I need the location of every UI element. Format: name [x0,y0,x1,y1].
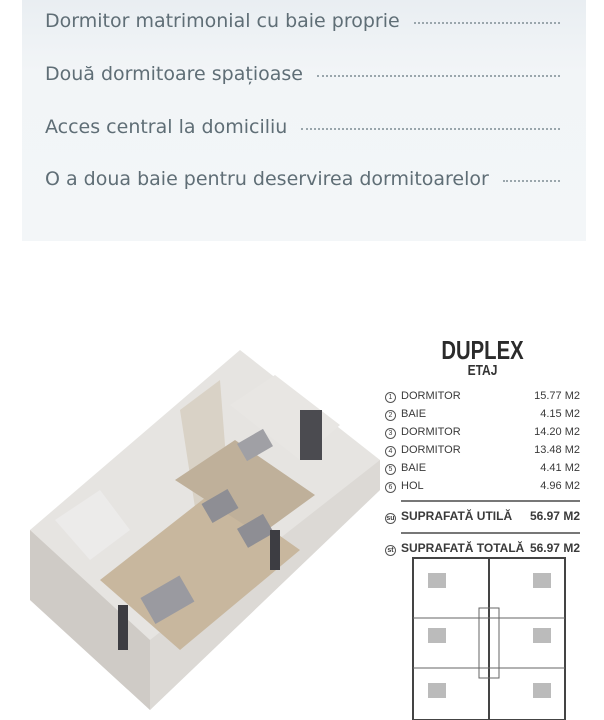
room-area: 15.77 M2 [534,390,580,402]
room-name: DORMITOR [401,443,461,456]
feature-label: Două dormitoare spațioase [45,63,303,85]
room-row [385,459,580,477]
feature-label: O a doua baie pentru deservirea dormitoarelor [45,168,489,190]
room-name: BAIE [401,407,427,420]
usable-area: 56.97 M2 [529,509,580,523]
room-name: DORMITOR [401,389,461,402]
room-row [385,387,580,405]
floor-plan-3d-image [0,330,380,720]
room-row [385,441,580,459]
dotted-leader [503,180,560,182]
room-number-icon: 1 [385,392,396,403]
spec-title: DUPLEX [441,335,524,365]
dotted-leader [414,22,560,24]
room-area: 14.20 M2 [534,426,580,438]
usable-icon: su [386,514,395,522]
divider [401,532,580,534]
room-area: 4.41 M2 [540,462,580,474]
room-name: DORMITOR [401,425,461,438]
total-label: SUPRAFATĂ TOTALĂ [401,540,525,555]
feature-label: Acces central la domiciliu [45,116,288,138]
room-number-icon: 6 [385,482,396,493]
feature-item [45,116,560,138]
room-row [385,405,580,423]
room-name: BAIE [401,461,427,474]
room-number-icon: 5 [385,464,396,475]
usable-label: SUPRAFATĂ UTILĂ [401,508,513,523]
room-area: 4.96 M2 [540,480,580,492]
dotted-leader [317,75,560,77]
feature-label: Dormitor matrimonial cu baie proprie [45,10,400,32]
feature-item [45,168,560,190]
floor-plan-drawing [403,548,575,720]
usable-area-row [385,505,580,527]
spec-subtitle: ETAJ [467,362,498,379]
room-number-icon: 2 [385,410,396,421]
area-specification [385,335,580,559]
dotted-leader [301,128,560,130]
room-area: 4.15 M2 [540,408,580,420]
room-number-icon: 4 [385,446,396,457]
total-icon: st [385,545,396,556]
room-area: 13.48 M2 [534,444,580,456]
room-row [385,423,580,441]
total-area: 56.97 M2 [529,541,580,555]
divider [401,500,580,502]
room-row [385,477,580,495]
feature-item [45,10,560,32]
feature-item [45,63,560,85]
room-number-icon: 3 [385,428,396,439]
room-name: HOL [401,479,424,492]
